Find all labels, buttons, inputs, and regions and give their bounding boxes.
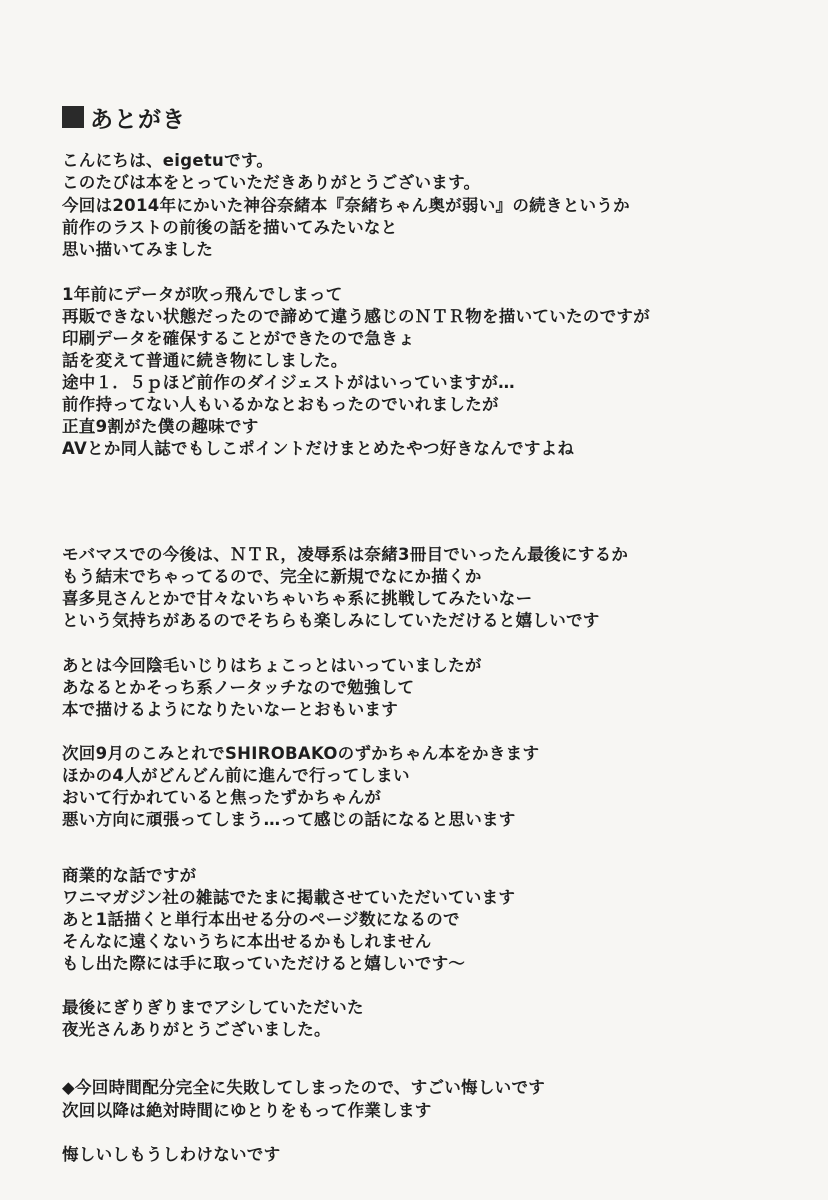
black-square-icon xyxy=(62,106,84,128)
text-line: 正直9割がた僕の趣味です xyxy=(62,417,259,436)
text-line: 最後にぎりぎりまでアシしていただいた xyxy=(62,998,364,1017)
text-line: おいて行かれていると焦ったずかちゃんが xyxy=(62,788,382,807)
text-line: あと1話描くと単行本出せる分のページ数になるので xyxy=(62,910,460,929)
text-line: 悪い方向に頑張ってしまう…って感じの話になると思います xyxy=(62,810,516,829)
afterword-heading xyxy=(62,100,186,134)
text-line: あなるとかそっち系ノータッチなので勉強して xyxy=(62,678,415,697)
text-line: 再販できない状態だったので諦めて違う感じのＮＴＲ物を描いていたのですが xyxy=(62,307,650,326)
text-line: 次回9月のこみとれでSHIROBAKOのずかちゃん本をかきます xyxy=(62,744,540,763)
text-line: ほかの4人がどんどん前に進んで行ってしまい xyxy=(62,766,410,785)
text-line: 途中１．５ｐほど前作のダイジェストがはいっていますが… xyxy=(62,373,515,392)
text-line: 印刷データを確保することができたので急きょ xyxy=(62,329,415,348)
text-line: もう結末でちゃってるので、完全に新規でなにか描くか xyxy=(62,567,482,586)
text-line: AVとか同人誌でもしこポイントだけまとめたやつ好きなんですよね xyxy=(62,439,575,458)
text-line: 夜光さんありがとうございました。 xyxy=(62,1020,331,1039)
text-line: という気持ちがあるのでそちらも楽しみにしていただけると嬉しいです xyxy=(62,611,600,630)
text-line: 喜多見さんとかで甘々ないちゃいちゃ系に挑戦してみたいなー xyxy=(62,589,533,608)
text-line: 前作のラストの前後の話を描いてみたいなと xyxy=(62,218,398,237)
text-line: そんなに遠くないうちに本出せるかもしれません xyxy=(62,932,432,951)
text-line: このたびは本をとっていただきありがとうございます。 xyxy=(62,173,481,192)
text-line: 本で描けるようになりたいなーとおもいます xyxy=(62,700,398,719)
text-line: 話を変えて普通に続き物にしました。 xyxy=(62,351,348,370)
text-line: 1年前にデータが吹っ飛んでしまって xyxy=(62,285,343,304)
text-line: 前作持ってない人もいるかなとおもったのでいれましたが xyxy=(62,395,499,414)
text-line: ◆今回時間配分完全に失敗してしまったので、すごい悔しいです xyxy=(62,1078,546,1097)
text-line: ワニマガジン社の雑誌でたまに掲載させていただいています xyxy=(62,888,516,907)
text-line: 思い描いてみました xyxy=(62,240,214,259)
text-line: 次回以降は絶対時間にゆとりをもって作業します xyxy=(62,1101,432,1120)
text-line: こんにちは、eigetuです。 xyxy=(62,151,274,170)
text-line: 悔しいしもうしわけないです xyxy=(62,1145,281,1164)
text-line: 商業的な話ですが xyxy=(62,866,197,885)
text-line: あとは今回陰毛いじりはちょこっとはいっていましたが xyxy=(62,656,482,675)
text-line: 今回は2014年にかいた神谷奈緒本『奈緒ちゃん奥が弱い』の続きというか xyxy=(62,196,630,215)
heading-title: あとがき xyxy=(90,106,186,133)
text-line: モバマスでの今後は、ＮＴＲ，凌辱系は奈緒3冊目でいったん最後にするか xyxy=(62,545,629,564)
text-line: もし出た際には手に取っていただけると嬉しいです～ xyxy=(62,954,466,973)
